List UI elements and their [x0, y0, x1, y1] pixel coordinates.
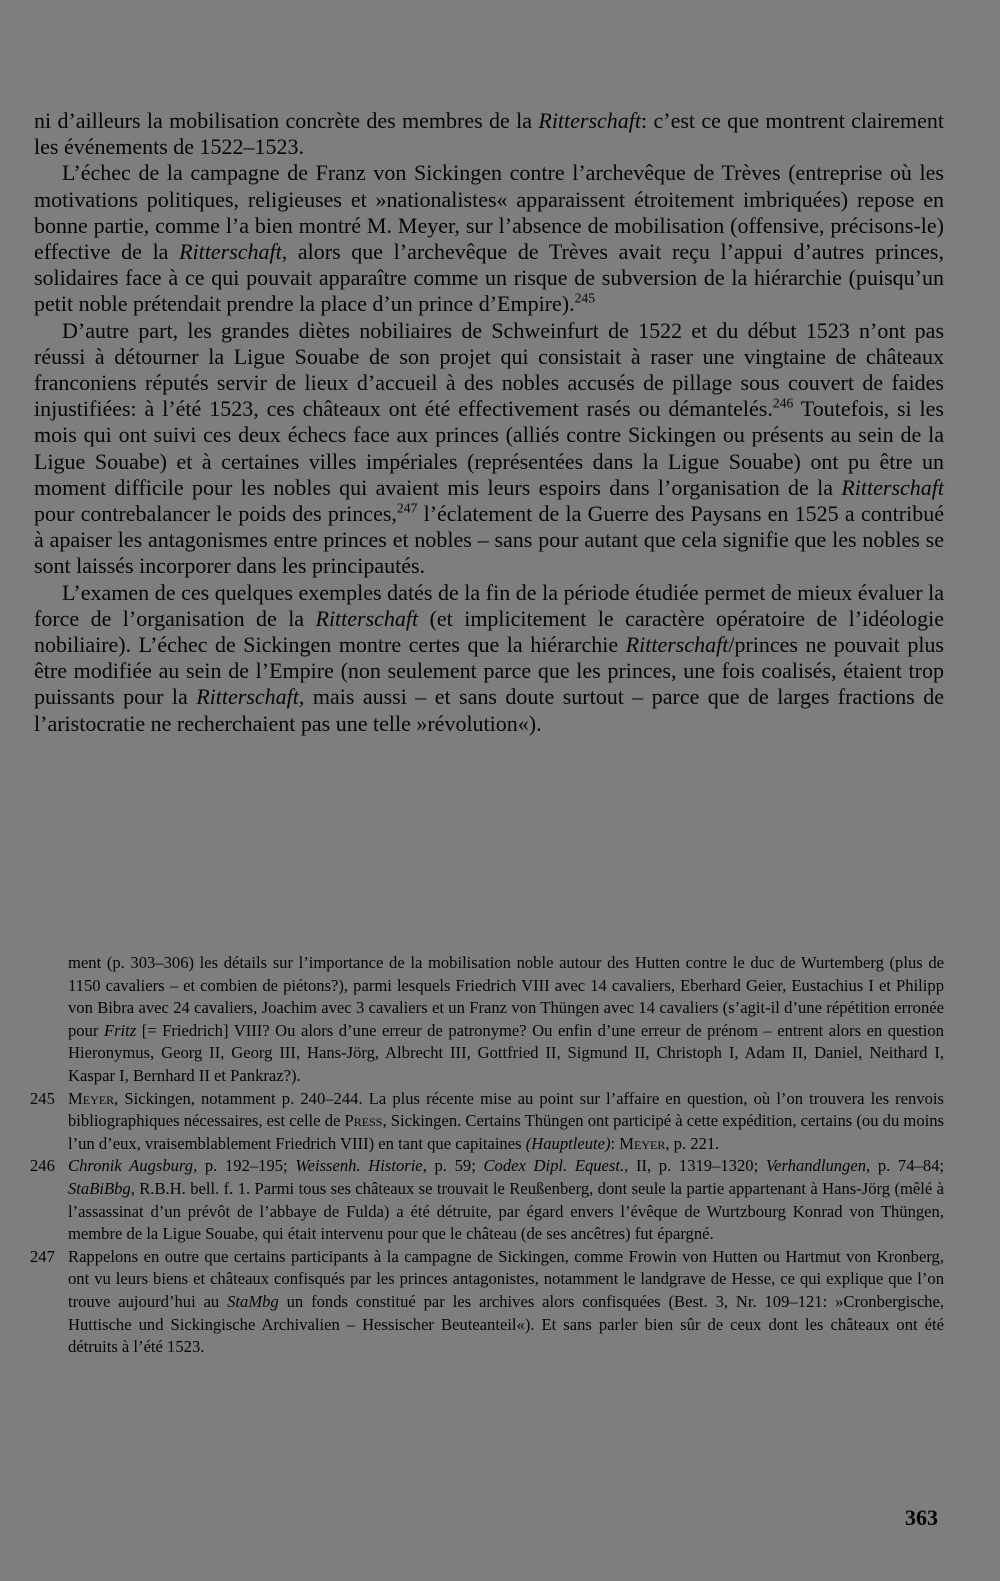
text-run: , R.B.H. bell. f. 1. Parmi tous ses châteaux se trouvait le Reußenberg, dont seule la partie appartenant à Hans-Jörg (mêlé à l’assassinat d’un prévôt de l’abbaye de Fulda) a été détruite, par égard envers l’évêque de Wurtzbourg Konrad von Thüngen, membre de la Ligue Souabe, qui était intervenu pour que le château (de ses ancêtres) fut épargné. — [68, 1178, 944, 1244]
footnote-text — [68, 1156, 944, 1243]
author-name: Meyer — [68, 1088, 115, 1108]
footnote-number: 246 — [30, 1156, 55, 1176]
footnote-text — [68, 1089, 944, 1153]
text-run: , p. 59; — [422, 1156, 484, 1176]
italic-text: StaMbg — [227, 1291, 279, 1311]
italic-text: StaBiBbg — [68, 1178, 131, 1198]
text-run: ment (p. 303–306) les détails sur l’importance de la mobilisation noble autour des Hutten contre le duc de Wurtemberg (plus de 1150 cavaliers – et combien de piétons?), parmi lesquels Friedrich VIII avec 14 cavaliers, Eberhard Geier, Eustachius I et Philipp von Bibra avec 24 cavaliers, Joachim avec 3 cavaliers et un Franz von Thüngen avec 14 cavaliers (s’agit-il d’une répétition erronée pour — [68, 953, 944, 1040]
text-run: /princes ne pouvait plus être modifiée au sein de l’Empire (non seulement parce que les princes, une fois coalisés, étaient trop puissants pour la — [34, 632, 944, 710]
text-run: , II, p. 1319–1320; — [624, 1156, 766, 1176]
italic-text: Ritterschaft — [538, 108, 642, 133]
text-run: (et implicitement le caractère opératoire de l’idéologie nobiliaire). L’échec de Sickingen montre certes que la hiérarchie — [34, 605, 944, 658]
footnotes — [30, 952, 945, 1359]
italic-text: Fritz — [103, 1020, 137, 1040]
author-name: Meyer — [619, 1133, 666, 1153]
italic-text: Weissenh. Historie — [295, 1156, 423, 1176]
author-name: Press — [344, 1111, 383, 1131]
italic-text: Codex Dipl. Equest. — [483, 1156, 625, 1176]
text-run: , mais aussi – et sans doute surtout – parce que de larges fractions de l’aristocratie ne recherchaient pas une telle »révolution«). — [34, 684, 944, 736]
paragraph — [34, 318, 944, 580]
text-run: , alors que l’archevêque de Trèves avait reçu l’appui d’autres princes, solidaires face à ce qui pouvait apparaître comme un risque de subversion de la hiérarchie (puisqu’un petit noble prétendait prendre la place d’un prince d’Empire). — [34, 239, 944, 317]
text-run: [= Friedrich] VIII? Ou alors d’une erreur de patronyme? Ou enfin d’une erreur de prénom – entrent alors en question Hieronymus, Georg II, Georg III, Hans-Jörg, Albrecht III, Gottfried II, Sigmund II, Christoph I, Adam II, Daniel, Neithard I, Kaspar I, Bernhard II et Pankraz?). — [68, 1020, 944, 1085]
text-run: : c’est ce que montrent clairement les événements de 1522–1523. — [34, 108, 944, 160]
text-run: D’autre part, les grandes diètes nobiliaires de Schweinfurt de 1522 et du début 1523 n’ont pas réussi à détourner la Ligue Souabe de son projet qui consistait à raser une vingtaine de châteaux franconiens réputés servir de lieux d’accueil à des nobles accusés de pillage sous couvert de faides injustifiées: à l’été 1523, ces châteaux ont été effectivement rasés ou démantelés. — [34, 317, 944, 422]
footnote-ref: 246 — [772, 395, 794, 411]
text-run: un fonds constitué par les archives alors confisquées (Best. 3, Nr. 109–121: »Cronbergische, Huttische und Sickingische Archivalien – Hessischer Beuteanteil«). Et sans parler bien sûr de ceux dont les châteaux ont été détruits à l’été 1523. — [68, 1291, 944, 1357]
paragraph — [34, 160, 944, 317]
text-run: L’examen de ces quelques exemples datés de la fin de la période étudiée permet de mieux évaluer la force de l’organisation de la — [34, 579, 944, 631]
text-run: ni d’ailleurs la mobilisation concrète des membres de la — [34, 108, 539, 133]
italic-text: (Hauptleute) — [525, 1133, 611, 1153]
footnote-ref: 247 — [396, 500, 418, 516]
text-run: Rappelons en outre que certains participants à la campagne de Sickingen, comme Frowin von Hutten ou Hartmut von Kronberg, ont vu leurs biens et châteaux confisqués par les princes antagonistes, notamment le landgrave de Hesse, ce qui explique que l’on trouve aujourd’hui au — [68, 1246, 944, 1311]
page-number: 363 — [905, 1505, 938, 1530]
paragraph — [34, 108, 944, 160]
footnote-247 — [30, 1246, 944, 1359]
italic-text: Chronik Augsburg — [68, 1156, 194, 1176]
text-run: , p. 192–195; — [193, 1156, 296, 1176]
paragraph — [34, 580, 944, 737]
footnote-ref: 245 — [574, 291, 596, 307]
italic-text: Ritterschaft — [625, 632, 729, 658]
footnote-246 — [30, 1155, 945, 1245]
text-run: Toutefois, si les mois qui ont suivi ces deux échecs face aux princes (alliés contre Sickingen ou présents au sein de la Ligue Souabe) et à certaines villes impériales (représentées dans la Ligue Souabe) ont pu être un moment difficile pour les nobles qui avaient mis leurs espoirs dans l’organisation de la — [34, 396, 944, 500]
text-run: L’échec de la campagne de Franz von Sickingen contre l’archevêque de Trèves (entreprise où les motivations politiques, religieuses et »nationalistes« apparaissent étroitement imbriquées) repose en bonne partie, comme l’a bien montré M. Meyer, sur l’absence de mobilisation (offensive, précisons-le) effective de la — [34, 160, 944, 265]
footnote-continuation — [34, 952, 944, 1088]
text-run: , p. 221. — [665, 1133, 720, 1153]
text-run: , Sickingen, notamment p. 240–244. La plus récente mise au point sur l’affaire en question, où l’on trouvera les renvois bibliographiques nécessaires, est celle de — [68, 1088, 944, 1131]
text-run: : — [610, 1133, 620, 1153]
main-text — [34, 108, 944, 737]
footnote-text — [68, 1247, 944, 1356]
text-run: , Sickingen. Certains Thüngen ont participé à cette expédition, certains (ou du moins l’un d’eux, vraisemblablement Friedrich VIII) en tant que capitaines — [68, 1111, 944, 1153]
text-run: , p. 74–84; — [866, 1156, 945, 1176]
italic-text: Verhandlungen — [765, 1156, 867, 1176]
text-run: pour contrebalancer le poids des princes, — [34, 501, 397, 527]
italic-text: Ritterschaft — [315, 605, 419, 631]
footnote-number: 247 — [30, 1246, 55, 1266]
footnote-245 — [30, 1088, 944, 1156]
footnote-number: 245 — [30, 1088, 55, 1108]
text-run: l’éclatement de la Guerre des Paysans en 1525 a contribué à apaiser les antagonismes entre princes et nobles – sans pour autant que cela signifie que les nobles se sont laissés incorporer dans les principautés. — [34, 501, 944, 579]
italic-text: Ritterschaft — [196, 684, 299, 710]
italic-text: Ritterschaft — [841, 474, 944, 500]
italic-text: Ritterschaft — [179, 239, 282, 265]
